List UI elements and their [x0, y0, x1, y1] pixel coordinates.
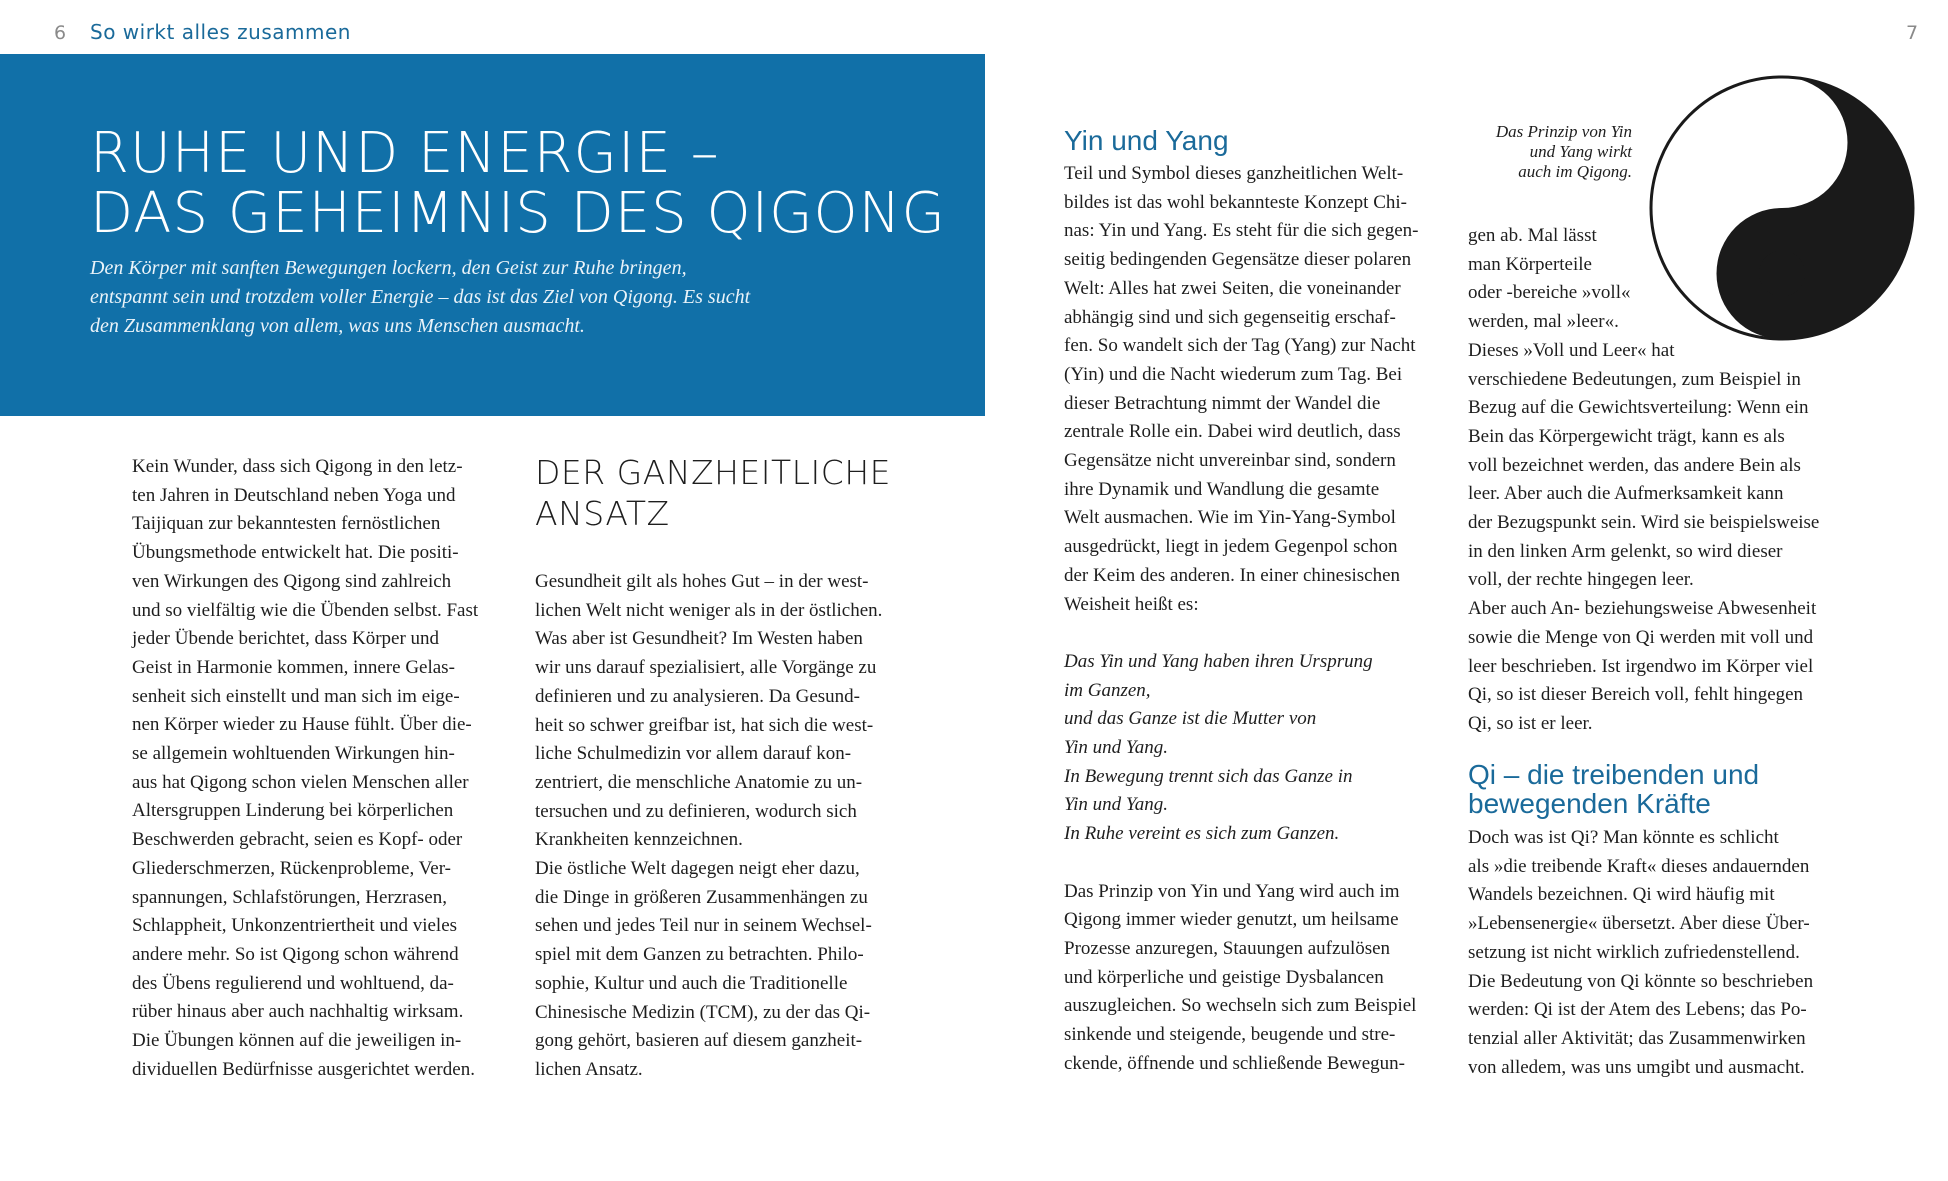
text-line: se allgemein wohltuenden Wirkungen hin- — [132, 743, 455, 765]
text-line: ckende, öffnende und schließende Bewegun- — [1064, 1052, 1405, 1074]
text-line: Prozesse anzuregen, Stauungen aufzulösen — [1064, 937, 1391, 959]
heading-qi-line: bewegenden Kräfte — [1468, 788, 1711, 819]
caption-line: Das Prinzip von Yin — [1495, 122, 1632, 141]
column-3 — [1064, 126, 1444, 1078]
text-line: setzung ist nicht wirklich zufriedenstellend. — [1468, 941, 1800, 963]
text-line: senheit sich einstellt und man sich im eige- — [132, 685, 460, 707]
text-line: sehen und jedes Teil nur in seinem Wechsel- — [535, 915, 872, 937]
text-line: verschiedene Bedeutungen, zum Beispiel in — [1468, 368, 1801, 390]
text-line: Gegensätze nicht unvereinbar sind, sondern — [1064, 450, 1396, 472]
text-line: definieren und zu analysieren. Da Gesund- — [535, 685, 860, 707]
text-line: Doch was ist Qi? Man könnte es schlicht — [1468, 827, 1779, 848]
text-line: liche Schulmedizin vor allem darauf kon- — [535, 743, 852, 765]
text-line: aus hat Qigong schon vielen Menschen aller — [132, 771, 469, 793]
text-line: Taijiquan zur bekanntesten fernöstlichen — [132, 513, 441, 535]
text-line: Qigong immer wieder genutzt, um heilsame — [1064, 909, 1399, 931]
text-line: spannungen, Schlafstörungen, Herzrasen, — [132, 886, 447, 908]
text-line: In Ruhe vereint es sich zum Ganzen. — [1064, 823, 1340, 845]
text-line: ausgedrückt, liegt in jedem Gegenpol schon — [1064, 536, 1398, 558]
text-line: von alledem, was uns umgibt und ausmacht. — [1468, 1056, 1805, 1078]
chapter-title-line: RUHE UND ENERGIE – — [90, 121, 720, 186]
text-line: gong gehört, basieren auf diesem ganzheit- — [535, 1030, 863, 1052]
text-line: Beschwerden gebracht, seien es Kopf- oder — [132, 829, 463, 851]
text-line: Übungsmethode entwickelt hat. Die positi- — [132, 542, 459, 564]
text-line: zentriert, die menschliche Anatomie zu un- — [535, 771, 863, 793]
text-line: seitig bedingenden Gegensätze dieser polaren — [1064, 249, 1412, 271]
text-line: leer. Aber auch die Aufmerksamkeit kann — [1468, 483, 1784, 505]
text-line: und so vielfältig wie die Übenden selbst. Fast — [132, 599, 479, 621]
lead-paragraph — [90, 254, 850, 341]
text-line: der Bezugspunkt sein. Wird sie beispielsweise — [1468, 512, 1820, 534]
text-line: des Übens regulierend und wohltuend, da- — [132, 972, 454, 994]
heading-yin-yang: Yin und Yang — [1064, 125, 1229, 156]
text-line: Gesundheit gilt als hohes Gut – in der west- — [535, 571, 869, 592]
text-line: In Bewegung trennt sich das Ganze in — [1064, 765, 1353, 787]
text-line: Das Prinzip von Yin und Yang wird auch im — [1064, 880, 1400, 902]
text-line: und das Ganze ist die Mutter von — [1064, 708, 1317, 730]
text-line: nas: Yin und Yang. Es steht für die sich gegen- — [1064, 220, 1419, 242]
chapter-title-line: DAS GEHEIMNIS DES QIGONG — [90, 181, 946, 246]
text-line: abhängig sind und sich gegenseitig erschaf- — [1064, 306, 1396, 328]
text-line: jeder Übende berichtet, dass Körper und — [132, 628, 440, 650]
text-line: voll bezeichnet werden, das andere Bein als — [1468, 454, 1801, 476]
text-line: Aber auch An- beziehungsweise Abwesenheit — [1468, 598, 1817, 620]
text-line: andere mehr. So ist Qigong schon während — [132, 943, 459, 965]
image-caption — [1496, 122, 1632, 182]
text-line: heit so schwer greifbar ist, hat sich die west- — [535, 714, 874, 736]
text-line: Gliederschmerzen, Rückenprobleme, Ver- — [132, 857, 451, 879]
text-line: ihre Dynamik und Wandlung die gesamte — [1064, 478, 1380, 500]
left-page-number: 6 — [54, 22, 67, 44]
section-heading-line: ANSATZ — [535, 494, 670, 533]
column-1-body — [132, 453, 512, 1084]
text-line: lichen Ansatz. — [535, 1058, 643, 1080]
chapter-title — [90, 121, 946, 246]
text-line: Was aber ist Gesundheit? Im Westen haben — [535, 628, 863, 650]
text-line: auszugleichen. So wechseln sich zum Beispiel — [1064, 995, 1417, 1017]
caption-line: und Yang wirkt — [1529, 142, 1632, 161]
text-line: spiel mit dem Ganzen zu betrachten. Philo- — [535, 944, 864, 966]
section-heading-line: DER GANZHEITLICHE — [535, 453, 891, 492]
text-line: Yin und Yang. — [1064, 737, 1169, 759]
text-line: Dieses »Voll und Leer« hat — [1468, 339, 1675, 361]
text-line: sowie die Menge von Qi werden mit voll und — [1468, 626, 1814, 648]
column-3-paragraph-a — [1064, 160, 1444, 619]
text-line: dieser Betrachtung nimmt der Wandel die — [1064, 392, 1381, 414]
text-line: zentrale Rolle ein. Dabei wird deutlich, dass — [1064, 421, 1401, 443]
text-line: oder -bereiche »voll« — [1468, 282, 1631, 304]
lead-line: Den Körper mit sanften Bewegungen lockern, den Geist zur Ruhe bringen, — [90, 257, 687, 279]
text-line: ven Wirkungen des Qigong sind zahlreich — [132, 570, 452, 592]
lead-line: den Zusammenklang von allem, was uns Menschen ausmacht. — [90, 315, 585, 337]
text-line: Das Yin und Yang haben ihren Ursprung — [1064, 650, 1373, 672]
text-line: die Dinge in größeren Zusammenhängen zu — [535, 886, 868, 908]
column-3-body — [1064, 160, 1444, 1078]
text-line: in den linken Arm gelenkt, so wird dieser — [1468, 540, 1783, 562]
text-line: Wandels bezeichnen. Qi wird häufig mit — [1468, 884, 1775, 906]
text-line: bildes ist das wohl bekannteste Konzept Chi- — [1064, 191, 1407, 213]
text-line: Teil und Symbol dieses ganzheitlichen Welt- — [1064, 163, 1404, 184]
text-line: Schlappheit, Unkonzentriertheit und vieles — [132, 915, 458, 937]
text-line: im Ganzen, — [1064, 679, 1151, 701]
heading-qi-line: Qi – die treibenden und — [1468, 759, 1760, 790]
text-line: Die Bedeutung von Qi könnte so beschrieben — [1468, 970, 1814, 992]
text-line: Bein das Körpergewicht trägt, kann es als — [1468, 425, 1785, 447]
text-line: der Keim des anderen. In einer chinesischen — [1064, 564, 1401, 586]
text-line: wir uns darauf spezialisiert, alle Vorgänge zu — [535, 657, 877, 679]
column-4-body-b — [1468, 824, 1868, 1082]
text-line: ten Jahren in Deutschland neben Yoga und — [132, 484, 456, 506]
text-line: Bezug auf die Gewichtsverteilung: Wenn ein — [1468, 397, 1809, 419]
text-line: Die Übungen können auf die jeweiligen in- — [132, 1030, 462, 1052]
text-line: Qi, so ist dieser Bereich voll, fehlt hingegen — [1468, 684, 1804, 706]
text-line: Welt ausmachen. Wie im Yin-Yang-Symbol — [1064, 507, 1396, 529]
text-line: werden, mal »leer«. — [1468, 311, 1619, 333]
column-4-body-a — [1468, 222, 1868, 739]
text-line: werden: Qi ist der Atem des Lebens; das Po- — [1468, 999, 1807, 1021]
text-line: Chinesische Medizin (TCM), zu der das Qi- — [535, 1001, 871, 1023]
text-line: tenzial aller Aktivität; das Zusammenwirken — [1468, 1027, 1806, 1049]
text-line: Yin und Yang. — [1064, 794, 1169, 816]
text-line: Kein Wunder, dass sich Qigong in den letz- — [132, 456, 463, 477]
text-line: fen. So wandelt sich der Tag (Yang) zur Nacht — [1064, 335, 1416, 357]
text-line: als »die treibende Kraft« dieses andauernden — [1468, 855, 1810, 877]
text-line: rüber hinaus aber auch nachhaltig wirksam. — [132, 1001, 464, 1023]
column-2-body — [535, 568, 915, 1085]
text-line: Krankheiten kennzeichnen. — [535, 829, 743, 851]
text-line: man Körperteile — [1468, 253, 1592, 275]
text-line: Weisheit heißt es: — [1064, 593, 1199, 615]
column-3-paragraph-b — [1064, 878, 1444, 1079]
text-line: Welt: Alles hat zwei Seiten, die voneinander — [1064, 277, 1401, 299]
text-line: (Yin) und die Nacht wiederum zum Tag. Bei — [1064, 363, 1403, 385]
caption-line: auch im Qigong. — [1518, 162, 1632, 181]
heading-qi — [1468, 760, 1759, 818]
text-line: gen ab. Mal lässt — [1468, 225, 1597, 246]
text-line: tersuchen und zu definieren, wodurch sich — [535, 800, 857, 822]
text-line: lichen Welt nicht weniger als in der östlichen. — [535, 599, 883, 621]
text-line: leer beschrieben. Ist irgendwo im Körper viel — [1468, 655, 1814, 677]
running-title: So wirkt alles zusammen — [90, 20, 351, 44]
text-line: Geist in Harmonie kommen, innere Gelas- — [132, 656, 455, 678]
text-line: und körperliche und geistige Dysbalancen — [1064, 966, 1384, 988]
right-page-number: 7 — [1906, 22, 1919, 44]
text-line: voll, der rechte hingegen leer. — [1468, 569, 1694, 591]
section-heading-ganzheitlich — [535, 452, 891, 534]
title-banner — [0, 54, 985, 416]
text-line: nen Körper wieder zu Hause fühlt. Über die- — [132, 714, 472, 736]
text-line: dividuellen Bedürfnisse ausgerichtet werden. — [132, 1058, 475, 1080]
text-line: sinkende und steigende, beugende und stre- — [1064, 1024, 1396, 1046]
text-line: Qi, so ist er leer. — [1468, 712, 1593, 734]
text-line: Altersgruppen Linderung bei körperlichen — [132, 800, 454, 822]
text-line: sophie, Kultur und auch die Traditionelle — [535, 972, 848, 994]
text-line: Die östliche Welt dagegen neigt eher dazu, — [535, 858, 860, 880]
text-line: »Lebensenergie« übersetzt. Aber diese Über- — [1468, 913, 1810, 935]
chinese-wisdom-quote — [1064, 648, 1444, 849]
lead-line: entspannt sein und trotzdem voller Energie – das ist das Ziel von Qigong. Es sucht — [90, 286, 751, 308]
